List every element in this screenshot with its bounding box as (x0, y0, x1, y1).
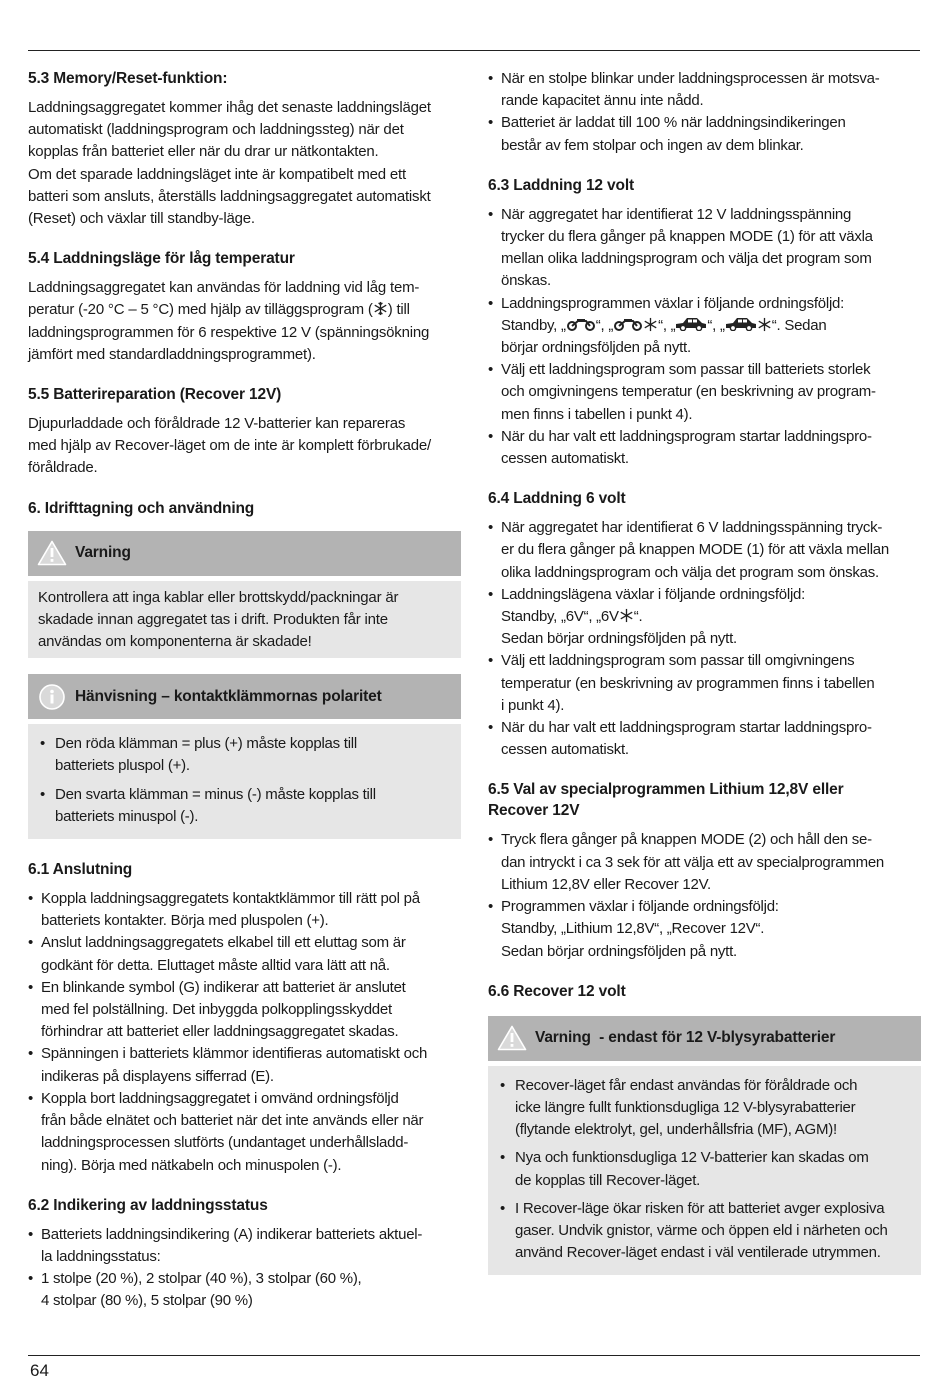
bullet-list (28, 888, 461, 1177)
text-line: • Koppla bort laddningsaggregatet i omvänd ordningsföljd (41, 1089, 399, 1107)
list-item (38, 733, 451, 777)
text-line: • Nya och funktionsdugliga 12 V-batterier kan skadas om (515, 1149, 869, 1167)
text-line: men finns i tabellen i punkt 4). (501, 405, 693, 423)
text-line: Djupurladdade och föråldrade 12 V-batterier kan repareras (28, 415, 406, 433)
list-item (488, 584, 921, 651)
section-heading: 6.3 Laddning 12 volt (488, 176, 634, 194)
text-line: Standby, „Lithium 12,8V“, „Recover 12V“. (501, 920, 765, 938)
text-line (28, 299, 461, 321)
list-item (38, 784, 451, 828)
text-line: jämfört med standardladdningsprogrammet). (28, 345, 316, 363)
section-5-4 (28, 248, 461, 366)
warning-box (28, 531, 461, 659)
list-item (28, 977, 461, 1044)
text-line: i punkt 4). (501, 696, 565, 714)
text-line (501, 606, 921, 628)
section-6-2 (28, 1195, 461, 1313)
text-line: Om det sparade laddningsläget inte är kompatibelt med ett (28, 165, 406, 183)
text-line: med fel polställning. Det inbyggda polkopplingsskyddet (41, 1001, 392, 1019)
page-number: 64 (30, 1361, 49, 1380)
list-item (28, 1088, 461, 1177)
text-line: börjar ordningsföljden på nytt. (501, 339, 691, 357)
text-line: laddningsprogrammen för 6 respektive 12 V (spänningsökning (28, 323, 430, 341)
text-line: • Laddningslägena växlar i följande ordningsföljd: (501, 585, 806, 603)
list-item (488, 293, 921, 360)
snowflake-icon (757, 317, 772, 332)
warning-box-title: Varning - endast för 12 V-blysyrabatterier (535, 1029, 836, 1047)
list-item (498, 1198, 911, 1265)
list-item (488, 204, 921, 293)
text-line: • Välj ett laddningsprogram som passar till omgivningens (501, 652, 855, 670)
list-item (28, 888, 461, 932)
warning-box-body (488, 1066, 921, 1276)
text-line: • Laddningsprogrammen växlar i följande ordningsföljd: (501, 294, 845, 312)
list-item (28, 1043, 461, 1087)
text-line: indikeras på displayens sifferrad (E). (41, 1067, 274, 1085)
text-line: batteri som ansluts, återställs laddningsaggregatet automatiskt (28, 187, 431, 205)
warning-box-body (28, 581, 461, 659)
text-line: Lithium 12,8V eller Recover 12V. (501, 875, 711, 893)
car-icon (675, 317, 707, 331)
text-line: användas om komponenterna är skadade! (38, 633, 312, 651)
text-line: önskas. (501, 272, 551, 290)
text-fragment: peratur (-20 °C – 5 °C) med hjälp av tilläggsprogram ( (28, 301, 373, 319)
bullet-list (488, 68, 921, 157)
paragraph (28, 97, 461, 230)
text-line: • När du har valt ett laddningsprogram startar laddningspro- (501, 427, 872, 445)
text-line: • Välj ett laddningsprogram som passar till batteriets storlek (501, 361, 871, 379)
warning-box-header (28, 531, 461, 576)
section-heading: 5.5 Batterireparation (Recover 12V) (28, 386, 282, 404)
text-line: • Den röda klämman = plus (+) måste kopplas till (55, 735, 357, 753)
car-icon (725, 317, 757, 331)
notice-box (28, 674, 461, 839)
text-line: (Reset) och växlar till standby-läge. (28, 210, 255, 228)
text-line: • Programmen växlar i följande ordningsföljd: (501, 898, 779, 916)
section-heading: 6.1 Anslutning (28, 861, 133, 879)
text-line: icke längre fullt funktionsdugliga 12 V-blysyrabatterier (515, 1098, 856, 1116)
notice-box-header (28, 674, 461, 719)
bullet-list (38, 733, 451, 828)
snowflake-icon (619, 608, 634, 623)
text-fragment: Standby, „6V“, „6V (501, 608, 619, 626)
text-line: • När du har valt ett laddningsprogram startar laddningspro- (501, 719, 872, 737)
text-fragment: ) till (387, 301, 410, 319)
paragraph (28, 277, 461, 366)
text-line: med hjälp av Recover-läget om de inte är komplett förbrukade/ (28, 437, 432, 455)
text-line: • 1 stolpe (20 %), 2 stolpar (40 %), 3 stolpar (60 %), (41, 1270, 362, 1288)
list-item (28, 932, 461, 976)
text-line: • Recover-läget får endast användas för föråldrade och (515, 1076, 858, 1094)
section-6-2-continued (488, 68, 921, 157)
text-line: Sedan börjar ordningsföljden på nytt. (501, 942, 737, 960)
paragraph (38, 587, 451, 654)
heading-line: 6.5 Val av specialprogrammen Lithium 12,8V eller (488, 781, 844, 799)
text-line: • Batteriet är laddat till 100 % när laddningsindikeringen (501, 114, 846, 132)
info-circle-icon (37, 683, 67, 711)
text-line: dan intryckt i ca 3 sek för att välja ett av specialprogrammen (501, 853, 885, 871)
list-item (488, 829, 921, 896)
warning-box (488, 1016, 921, 1276)
warning-triangle-icon (497, 1025, 527, 1051)
notice-box-title: Hänvisning – kontaktklämmornas polaritet (75, 687, 382, 705)
motorcycle-icon (566, 318, 596, 331)
bullet-list (28, 1224, 461, 1313)
bullet-list (488, 204, 921, 470)
text-line: rande kapacitet ännu inte nådd. (501, 92, 704, 110)
text-line: cessen automatiskt. (501, 741, 629, 759)
text-line: • Batteriets laddningsindikering (A) indikerar batteriets aktuel- (41, 1225, 423, 1243)
section-6-3 (488, 175, 921, 470)
text-line: • I Recover-läge ökar risken för att batteriet avger explosiva (515, 1199, 885, 1217)
text-fragment: . Sedan (776, 316, 827, 334)
text-line: • När aggregatet har identifierat 12 V laddningsspänning (501, 205, 852, 223)
text-line: mellan olika laddningsprogram och välja det program som (501, 250, 872, 268)
section-heading: 5.3 Memory/Reset-funktion: (28, 70, 228, 87)
section-heading: 5.4 Laddningsläge för låg temperatur (28, 250, 295, 268)
section-6-1 (28, 859, 461, 1177)
text-line: • Tryck flera gånger på knappen MODE (2) och håll den se- (501, 831, 872, 849)
text-line: • När aggregatet har identifierat 6 V laddningsspänning tryck- (501, 519, 883, 537)
list-item (488, 717, 921, 761)
list-item (488, 650, 921, 717)
text-line: Standby, „ “, „ “, „ “, „ “. Sedan (501, 316, 827, 334)
text-line: • När en stolpe blinkar under laddningsprocessen är motsva- (501, 70, 880, 87)
warning-triangle-icon (37, 540, 67, 566)
text-line: • Anslut laddningsaggregatets elkabel till ett eluttag som är (41, 934, 406, 952)
heading-line: Recover 12V (488, 802, 580, 820)
section-heading: 6. Idrifttagning och användning (28, 499, 255, 517)
text-line: cessen automatiskt. (501, 450, 629, 468)
text-line: • Spänningen i batteriets klämmor identifieras automatiskt och (41, 1045, 428, 1063)
text-line: gaser. Undvik gnistor, värme och öppen eld i närheten och (515, 1221, 888, 1239)
text-line: er du flera gånger på knappen MODE (1) för att växla mellan (501, 541, 889, 559)
section-heading: 6.6 Recover 12 volt (488, 982, 626, 1000)
text-line: och omgivningens temperatur (en beskrivning av program- (501, 383, 876, 401)
paragraph (28, 413, 461, 480)
text-fragment: “. (633, 608, 643, 626)
text-line: från både elnätet och batteriet när det inte används eller när (41, 1112, 424, 1130)
warning-box-title: Varning (75, 544, 131, 562)
text-line: kopplas från batteriet eller när du drar ur nätkontakten. (28, 143, 379, 161)
section-5-3 (28, 68, 461, 230)
text-line: trycker du flera gånger på knappen MODE (1) för att växla (501, 228, 873, 246)
text-line: • En blinkande symbol (G) indikerar att batteriet är anslutet (41, 978, 406, 996)
motorcycle-icon (613, 318, 643, 331)
list-item (488, 517, 921, 584)
text-line: batteriets kontakter. Börja med pluspolen (+). (41, 912, 329, 930)
list-item (488, 68, 921, 112)
text-line: ning). Börja med nätkabeln och minuspolen (-). (41, 1156, 342, 1174)
section-heading (488, 779, 921, 821)
snowflake-icon (643, 317, 658, 332)
text-line: • Den svarta klämman = minus (-) måste kopplas till (55, 785, 376, 803)
section-6 (28, 498, 461, 519)
list-item (488, 426, 921, 470)
bullet-list (498, 1075, 911, 1265)
text-line: batteriets pluspol (+). (55, 757, 190, 775)
list-item (488, 359, 921, 426)
section-6-4 (488, 488, 921, 761)
section-6-5 (488, 779, 921, 962)
text-line: Laddningsaggregatet kan användas för laddning vid låg tem- (28, 279, 420, 297)
text-line: 4 stolpar (80 %), 5 stolpar (90 %) (41, 1292, 253, 1310)
notice-box-body (28, 724, 461, 839)
text-fragment: Standby, (501, 316, 562, 334)
text-line: laddningsprocessen slutförts (undantaget underhållsladd- (41, 1134, 409, 1152)
text-line: godkänt för detta. Eluttaget måste alltid vara lätt att nå. (41, 956, 390, 974)
text-line: temperatur (en beskrivning av programmen finns i tabellen (501, 674, 875, 692)
bullet-list (488, 517, 921, 761)
text-line: Kontrollera att inga kablar eller brottskydd/packningar är (38, 588, 399, 606)
list-item (498, 1147, 911, 1191)
section-heading: 6.2 Indikering av laddningsstatus (28, 1196, 268, 1214)
text-line: la laddningsstatus: (41, 1247, 161, 1265)
text-line: (flytande elektrolyt, gel, underhållsfria (MF), AGM)! (515, 1121, 837, 1139)
list-item (488, 896, 921, 963)
text-line: automatiskt (laddningsprogram och laddningssteg) när det (28, 121, 404, 139)
text-line: Laddningsaggregatet kommer ihåg det senaste laddningsläget (28, 99, 431, 116)
text-line: batteriets minuspol (-). (55, 807, 199, 825)
list-item (28, 1224, 461, 1268)
section-6-6 (488, 981, 921, 1276)
right-column (488, 68, 921, 1275)
text-line: skadade innan aggregatet tas i drift. Produkten får inte (38, 610, 388, 628)
text-line: föråldrade. (28, 459, 98, 477)
text-line: de kopplas till Recover-läget. (515, 1171, 701, 1189)
top-rule (28, 50, 920, 51)
text-line: förhindrar att batteriet eller laddningsaggregatet skadas. (41, 1023, 399, 1041)
left-column (28, 68, 461, 1331)
warning-box-header (488, 1016, 921, 1061)
section-heading: 6.4 Laddning 6 volt (488, 490, 626, 508)
snowflake-icon (373, 301, 388, 316)
text-line: Sedan börjar ordningsföljden på nytt. (501, 630, 737, 648)
text-line: består av fem stolpar och ingen av dem blinkar. (501, 136, 804, 154)
text-line: använd Recover-läget endast i väl ventilerade utrymmen. (515, 1244, 881, 1262)
section-5-5 (28, 384, 461, 480)
bullet-list (488, 829, 921, 962)
text-line: olika laddningsprogram och välja det program som önskas. (501, 563, 879, 581)
bottom-rule (28, 1355, 920, 1356)
list-item (28, 1268, 461, 1312)
text-line: • Koppla laddningsaggregatets kontaktklämmor till rätt pol på (41, 890, 420, 908)
list-item (488, 112, 921, 156)
list-item (498, 1075, 911, 1142)
